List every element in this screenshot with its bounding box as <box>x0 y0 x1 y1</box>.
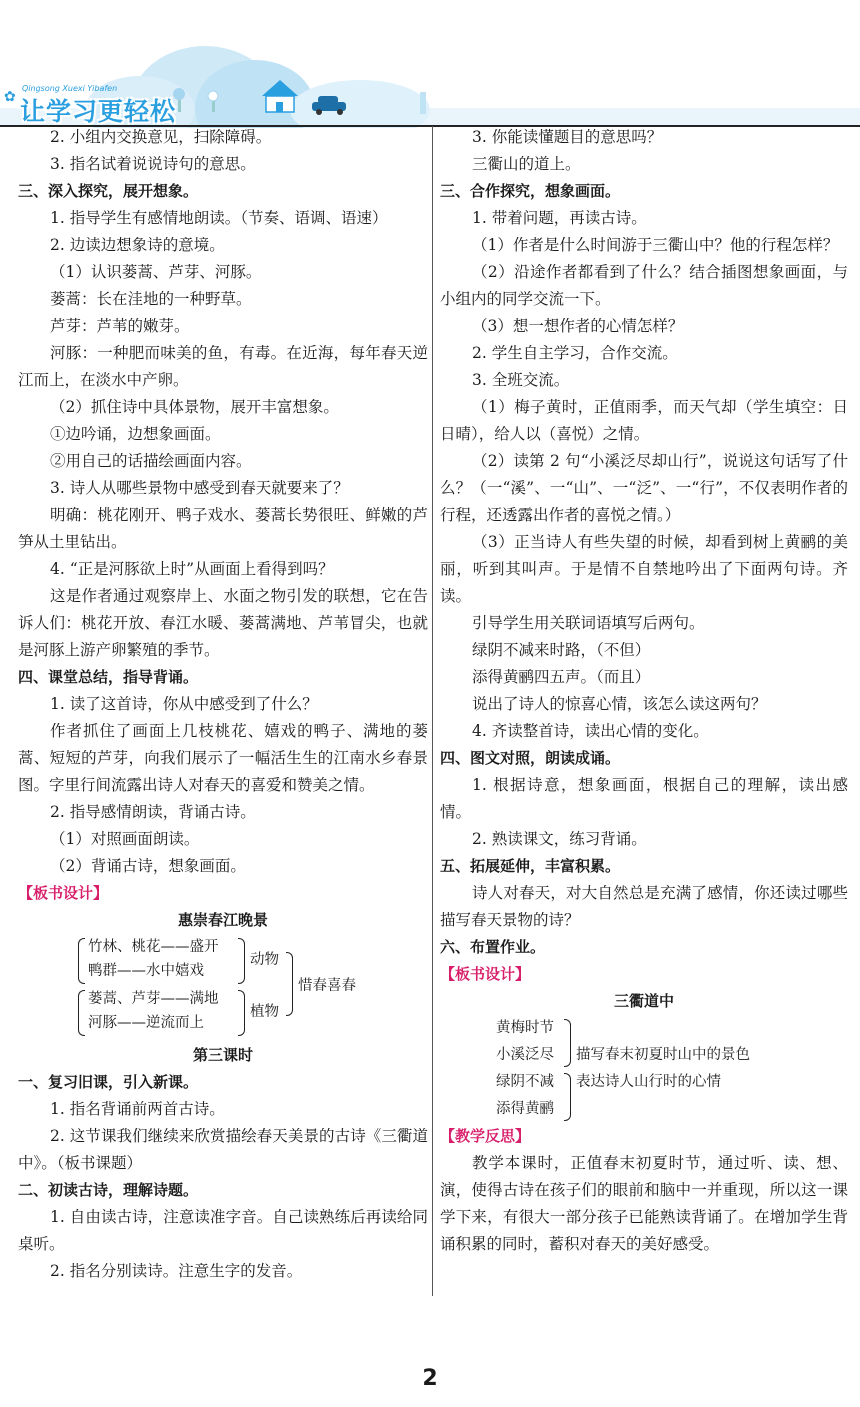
board-group: 植物 <box>250 1004 279 1020</box>
lesson-title: 第三课时 <box>192 1046 253 1064</box>
section-heading: 五、拓展延伸，丰富积累。 <box>440 857 621 875</box>
board-row: 添得黄鹂 <box>496 1101 554 1117</box>
text-line: ①边吟诵，边想象画面。 <box>50 425 221 443</box>
paragraph: 这是作者通过观察岸上、水面之物引发的联想，它在告诉人们：桃花开放、春江水暖、蒌蒿满地、芦苇冒尖，也就是河豚上游产卵繁殖的季节。 <box>18 587 428 659</box>
text-line: 2. 指导感情朗读，背诵古诗。 <box>50 803 256 821</box>
board-diagram-right <box>440 1015 848 1123</box>
board-group: 动物 <box>250 952 279 968</box>
board-row: 绿阴不减 <box>496 1074 554 1090</box>
paragraph: 明确：桃花刚开、鸭子戏水、蒌蒿长势很旺、鲜嫩的芦笋从土里钻出。 <box>18 506 428 551</box>
text-line: 2. 小组内交换意见，扫除障碍。 <box>50 128 272 146</box>
brace <box>564 1073 571 1121</box>
text-line: 说出了诗人的惊喜心情，该怎么读这两句？ <box>472 695 767 713</box>
text-line: 1. 指导学生有感情地朗读。（节奏、语调、语速） <box>50 209 388 227</box>
board-row: 竹林、桃花——盛开 <box>88 939 219 955</box>
text-line: 3. 你能读懂题目的意思吗？ <box>472 128 663 146</box>
board-desc: 描写春末初夏时山中的景色 <box>576 1047 750 1063</box>
paragraph: （2）读第 2 句“小溪泛尽却山行”，说说这句话写了什么？（一“溪”、一“山”、一“泛”、一“行”，不仅表明作者的行程，还透露出作者的喜悦之情。） <box>440 452 848 524</box>
text-line: （2）背诵古诗，想象画面。 <box>50 857 246 875</box>
text-line: 蒌蒿：长在洼地的一种野草。 <box>50 290 252 308</box>
text-line: （3）想一想作者的心情怎样？ <box>472 317 684 335</box>
section-heading: 三、深入探究，展开想象。 <box>18 182 199 200</box>
text-line: 1. 带着问题，再读古诗。 <box>472 209 647 227</box>
text-line: 三衢山的道上。 <box>472 155 581 173</box>
section-heading: 四、图文对照，朗读成诵。 <box>440 749 621 767</box>
board-row: 小溪泛尽 <box>496 1047 554 1063</box>
paragraph: 1. 根据诗意，想象画面，根据自己的理解，读出感情。 <box>440 776 848 821</box>
section-heading: 四、课堂总结，指导背诵。 <box>18 668 199 686</box>
board-row: 蒌蒿、芦芽——满地 <box>88 991 219 1007</box>
board-title: 惠崇春江晚景 <box>177 911 268 929</box>
board-row: 黄梅时节 <box>496 1020 554 1036</box>
section-heading: 三、合作探究，想象画面。 <box>440 182 621 200</box>
text-line: ②用自己的话描绘画面内容。 <box>50 452 252 470</box>
text-line: 3. 全班交流。 <box>472 371 570 389</box>
text-line: 2. 熟读课文，练习背诵。 <box>472 830 647 848</box>
text-line: 4. 齐读整首诗，读出心情的变化。 <box>472 722 709 740</box>
section-heading: 二、初读古诗，理解诗题。 <box>18 1181 199 1199</box>
board-desc: 表达诗人山行时的心情 <box>576 1074 721 1090</box>
brace <box>564 1019 571 1067</box>
paragraph: （3）正当诗人有些失望的时候，却看到树上黄鹂的美丽，听到其叫声。于是情不自禁地吟出了下面两句诗。齐读。 <box>440 533 848 605</box>
brace <box>78 938 85 984</box>
board-summary: 惜春喜春 <box>298 978 356 994</box>
text-line: （1）认识蒌蒿、芦芽、河豚。 <box>50 263 262 281</box>
text-line: （2）抓住诗中具体景物，展开丰富想象。 <box>50 398 339 416</box>
right-column <box>440 124 848 1258</box>
paragraph: 河豚：一种肥而味美的鱼，有毒。在近海，每年春天逆江而上，在淡水中产卵。 <box>18 344 428 389</box>
text-line: （1）对照画面朗读。 <box>50 830 200 848</box>
board-row: 鸭群——水中嬉戏 <box>88 963 204 979</box>
text-line: 绿阴不减来时路，（不但） <box>472 641 651 659</box>
column-divider <box>432 126 433 1296</box>
header-banner <box>0 0 860 128</box>
left-column <box>18 124 428 1285</box>
paragraph: 2. 这节课我们继续来欣赏描绘春天美景的古诗《三衢道中》。（板书课题） <box>18 1127 428 1172</box>
text-line: 2. 指名分别读诗。注意生字的发音。 <box>50 1262 303 1280</box>
text-line: 添得黄鹂四五声。（而且） <box>472 668 651 686</box>
brace <box>238 938 245 984</box>
brand-pinyin: Qingsong Xuexi Yibafen <box>22 84 118 93</box>
paragraph: 诗人对春天，对大自然总是充满了感情，你还读过哪些描写春天景物的诗？ <box>440 884 848 929</box>
text-line: 4. “正是河豚欲上时”从画面上看得到吗？ <box>50 560 334 578</box>
text-line: 2. 学生自主学习，合作交流。 <box>472 344 678 362</box>
brace <box>78 990 85 1036</box>
rabbit-icon: ✿ <box>4 89 16 105</box>
brand-logo-text: 让学习更轻松 <box>20 97 177 126</box>
paragraph: 教学本课时，正值春末初夏时节，通过听、读、想、演，使得古诗在孩子们的眼前和脑中一并重现，所以这一课学下来，有很大一部分孩子已能熟读背诵了。在增加学生背诵积累的同时，蓄积对春天的美好感受。 <box>440 1154 848 1253</box>
text-line: 3. 诗人从哪些景物中感受到春天就要来了？ <box>50 479 349 497</box>
text-line: 1. 指名背诵前两首古诗。 <box>50 1100 225 1118</box>
text-line: 引导学生用关联词语填写后两句。 <box>472 614 705 632</box>
paragraph: （1）作者是什么时间游于三衢山中？他的行程怎样？ <box>472 236 839 254</box>
board-design-tag: 【板书设计】 <box>18 884 109 902</box>
board-design-tag: 【板书设计】 <box>440 965 531 983</box>
page-number: 2 <box>422 1366 438 1391</box>
paragraph: （1）梅子黄时，正值雨季，而天气却（学生填空：日日晴），给人以（喜悦）之情。 <box>440 398 848 443</box>
text-line: 1. 读了这首诗，你从中感受到了什么？ <box>50 695 318 713</box>
reflection-tag: 【教学反思】 <box>440 1127 531 1145</box>
section-heading: 六、布置作业。 <box>440 938 546 956</box>
section-heading: 一、复习旧课，引入新课。 <box>18 1073 199 1091</box>
text-line: 芦芽：芦苇的嫩芽。 <box>50 317 190 335</box>
paragraph: 1. 自由读古诗，注意读准字音。自己读熟练后再读给同桌听。 <box>18 1208 428 1253</box>
brace <box>238 990 245 1036</box>
text-line: 2. 边读边想象诗的意境。 <box>50 236 225 254</box>
paragraph: （2）沿途作者都看到了什么？结合插图想象画面，与小组内的同学交流一下。 <box>440 263 848 308</box>
board-diagram-left <box>18 934 428 1042</box>
board-row: 河豚——逆流而上 <box>88 1015 204 1031</box>
brace <box>286 952 293 1016</box>
text-line: 3. 指名试着说说诗句的意思。 <box>50 155 256 173</box>
paragraph: 作者抓住了画面上几枝桃花、嬉戏的鸭子、满地的蒌蒿、短短的芦芽，向我们展示了一幅活生生的江南水乡春景图。字里行间流露出诗人对春天的喜爱和赞美之情。 <box>18 722 428 794</box>
board-title: 三衢道中 <box>613 992 674 1010</box>
